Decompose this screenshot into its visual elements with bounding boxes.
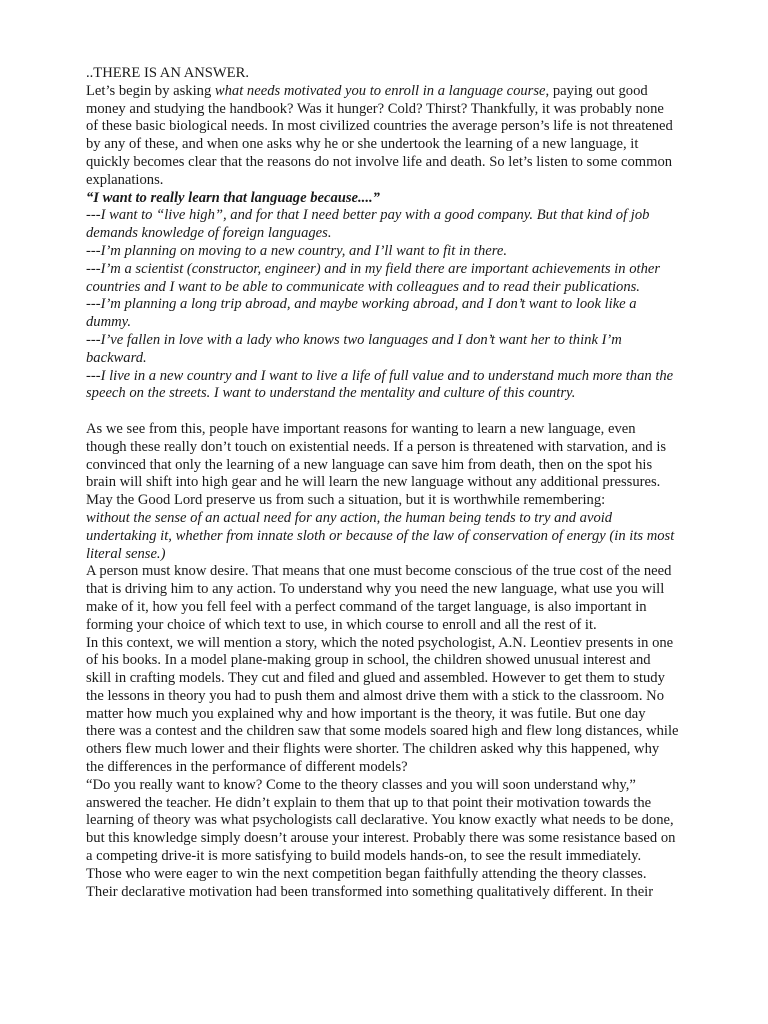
text-line [86,172,698,190]
italic-line: without the sense of an actual need for any action, the human being tends to try and avoid [86,509,613,526]
reason-line: ---I want to “live high”, and for that I need better pay with a good company. But that kind of job [86,207,650,224]
intro-paragraph [86,83,698,190]
paragraph-leontiev [86,635,698,777]
italic-segment: what needs motivated you to enroll in a language course [214,82,546,99]
italic-line: undertaking it, whether from innate sloth or because of the law of conservation of energy (in its most [86,527,675,544]
text-line: Those who were eager to win the next competition began faithfully attending the theory classes. [86,865,647,882]
reason-line: ---I’m planning on moving to a new country, and I’ll want to fit in there. [86,242,508,259]
text-line: forming your choice of which text to use, in which course to enroll and all the rest of it. [86,616,597,633]
text-line [86,154,698,172]
text-line: brain will shift into high gear and he will learn the new language without any additional pressures. [86,474,661,491]
paragraph-existential [86,421,698,510]
text-line: As we see from this, people have important reasons for wanting to learn a new language, even [86,420,636,437]
text-line: learning of theory was what psychologists call declarative. You know exactly what needs to be done, [86,812,674,829]
reason-line: ---I live in a new country and I want to live a life of full value and to understand much more than the [86,367,674,384]
text-line [86,101,698,119]
text-line: the lessons in theory you had to push them and almost drive them with a stick to the classroom. No [86,687,664,704]
text-line: In this context, we will mention a story, which the noted psychologist, A.N. Leontiev presents in one [86,634,674,651]
italic-line: literal sense.) [86,545,166,562]
document-page [86,65,698,901]
reason-line: ---I’ve fallen in love with a lady who knows two languages and I don’t want her to think I’m [86,331,622,348]
text-line: there was a contest and the children saw that some models soared high and flew long distances, while [86,723,679,740]
text-segment: quickly becomes clear that the reasons do not involve life and death. So let’s listen to some common [86,153,673,170]
text-line: a competing drive-it is more satisfying to build models hands-on, to see the result immediately. [86,848,642,865]
text-segment: explanations. [86,171,164,188]
reason-line: ---I’m a scientist (constructor, engineer) and in my field there are important achievements in other [86,260,661,277]
paragraph-desire [86,563,698,634]
text-segment: by any of these, and when one asks why he or she undertook the learning of a new language, it [86,136,639,153]
text-line: May the Good Lord preserve us from such a situation, but it is worthwhile remembering: [86,492,606,509]
reason-line: countries and I want to be able to communicate with colleagues and to read their publications. [86,278,640,295]
text-line: “Do you really want to know? Come to the theory classes and you will soon understand why,” [86,776,636,793]
text-line: but this knowledge simply doesn’t arouse your interest. Probably there was some resistance based on [86,830,676,847]
text-line: A person must know desire. That means that one must become conscious of the true cost of the need [86,563,672,580]
text-line [86,83,698,101]
text-line: though these really don’t touch on existential needs. If a person is threatened with starvation, and is [86,438,667,455]
text-line: convinced that only the learning of a new language can save him from death, then on the spot his [86,456,653,473]
text-line: matter how much you explained why and how important is the theory, it was futile. But one day [86,705,646,722]
reason-line: dummy. [86,314,131,331]
text-line: skill in crafting models. They cut and filed and glued and assembled. However to get them to study [86,670,665,687]
text-line: others flew much lower and their flights were shorter. The children asked why this happened, why [86,741,660,758]
reason-line: speech on the streets. I want to understand the mentality and culture of this country. [86,385,576,402]
text-line: that is driving him to any action. To understand why you need the new language, what use you will [86,581,665,598]
reason-line: ---I’m planning a long trip abroad, and maybe working abroad, and I don’t want to look like a [86,296,637,313]
text-line: the differences in the performance of different models? [86,759,408,776]
text-line: answered the teacher. He didn’t explain to them that up to that point their motivation towards the [86,794,652,811]
text-line [86,136,698,154]
text-line: Their declarative motivation had been transformed into something qualitatively different. In their [86,883,654,900]
reason-line: demands knowledge of foreign languages. [86,225,332,242]
text-line [86,118,698,136]
text-segment: , paying out good [545,82,648,99]
text-segment: Let’s begin by asking [86,82,215,99]
paragraph-italic-note [86,510,698,563]
spacer [86,403,698,421]
quote-heading: “I want to really learn that language because....” [86,189,380,206]
text-segment: money and studying the handbook? Was it hunger? Cold? Thirst? Thankfully, it was probably none [86,100,664,117]
reasons-list [86,207,698,403]
text-segment: of these basic biological needs. In most civilized countries the average person’s life is not threatened [86,118,673,135]
reason-line: backward. [86,349,147,366]
paragraph-teacher [86,777,698,902]
text-line: make of it, how you fell feel with a perfect command of the target language, is also important in [86,598,647,615]
heading: ..THERE IS AN ANSWER. [86,65,249,81]
text-line: of his books. In a model plane-making group in school, the children showed unusual interest and [86,652,651,669]
